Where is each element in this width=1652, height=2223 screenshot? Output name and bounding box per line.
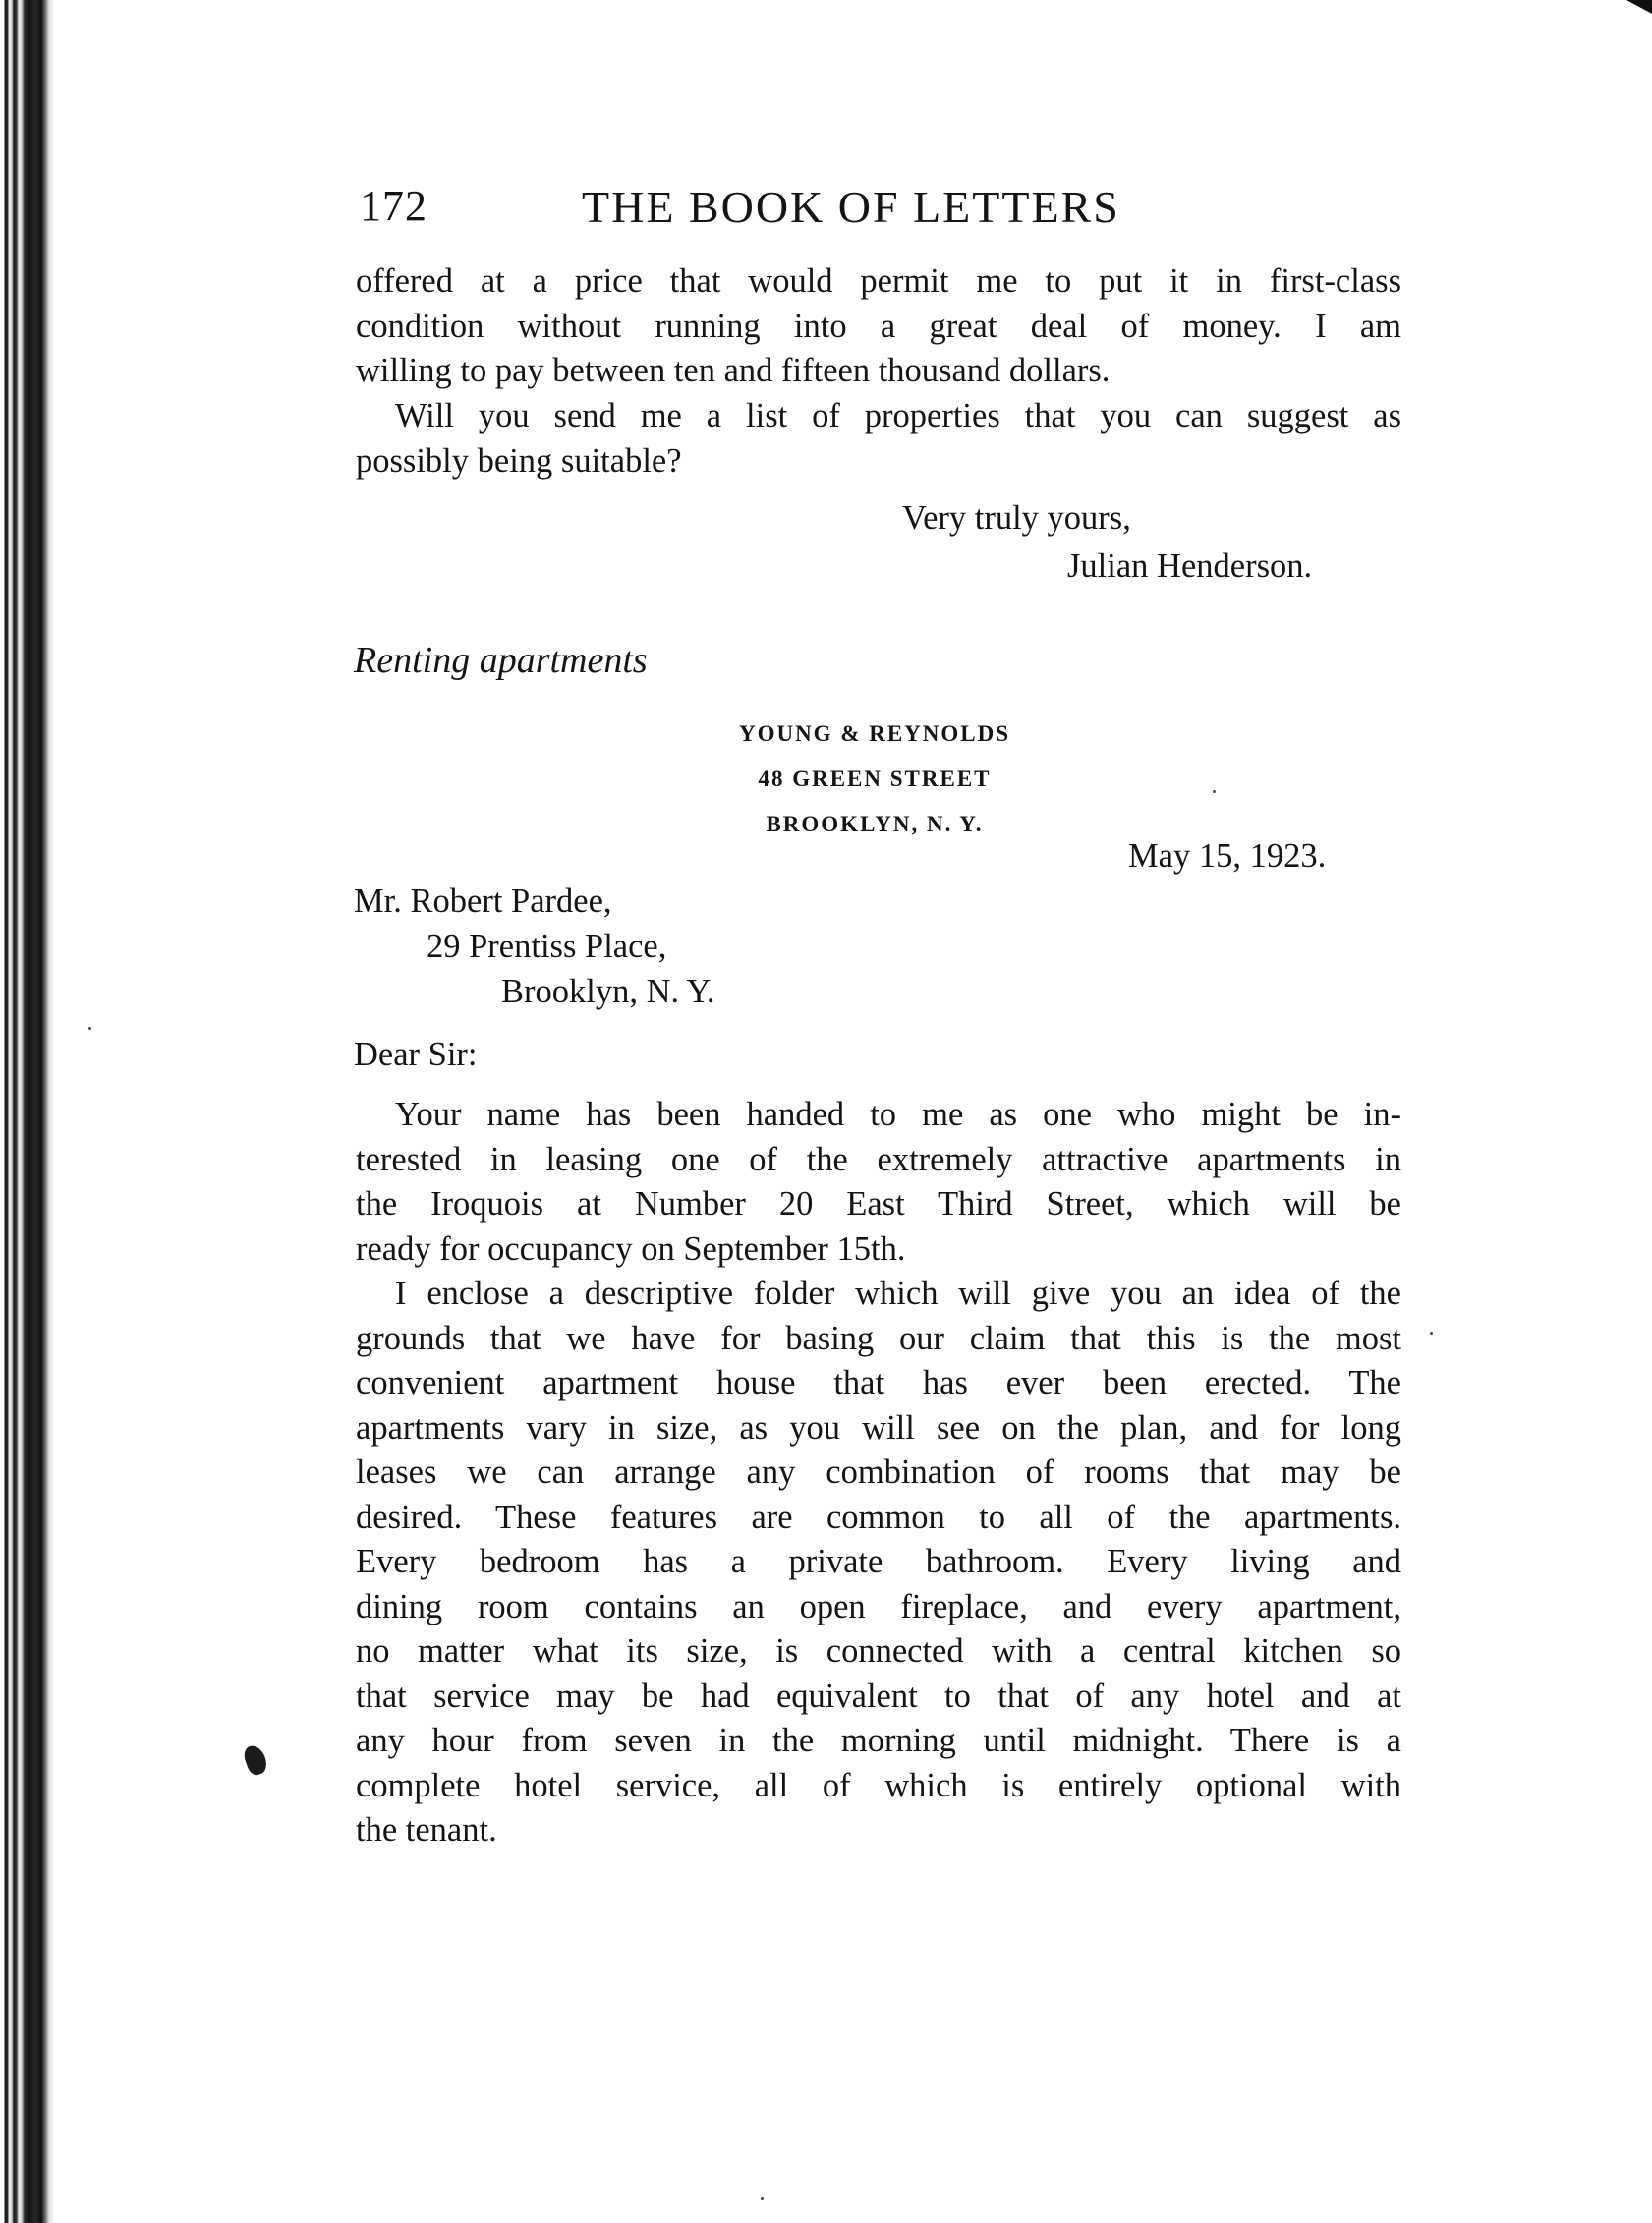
text-line: leases we can arrange any combination of rooms that may be <box>356 1454 1401 1491</box>
recipient-name: Mr. Robert Pardee, <box>354 883 612 920</box>
text-line: ready for occupancy on September 15th. <box>356 1229 906 1268</box>
text-line: no matter what its size, is connected with a central kitchen so <box>356 1632 1401 1670</box>
complimentary-close: Very truly yours, <box>902 499 1131 537</box>
letterhead <box>550 712 1199 847</box>
text-line: complete hotel service, all of which is entirely optional with <box>356 1766 1401 1804</box>
scan-speck <box>1430 1332 1433 1335</box>
page-number: 172 <box>360 182 427 230</box>
text-line: willing to pay between ten and fifteen thousand dollars. <box>356 352 1111 389</box>
section-heading: Renting apartments <box>354 640 648 681</box>
text-line: convenient apartment house that has ever been erected. The <box>356 1364 1401 1401</box>
previous-letter-paragraph-2 <box>356 394 1401 484</box>
text-line: grounds that we have for basing our claim that this is the most <box>356 1319 1401 1357</box>
text-line: I enclose a descriptive folder which will give you an idea of the <box>395 1275 1401 1312</box>
scan-corner-mark <box>1626 0 1652 14</box>
letterhead-street: 48 GREEN STREET <box>758 767 992 791</box>
text-line: that service may be had equivalent to that of any hotel and at <box>356 1677 1401 1715</box>
scan-speck <box>1213 790 1216 793</box>
book-title: THE BOOK OF LETTERS <box>582 182 1120 232</box>
body-paragraph-1 <box>356 1093 1401 1272</box>
letter-date: May 15, 1923. <box>1128 837 1327 875</box>
salutation: Dear Sir: <box>354 1036 478 1073</box>
text-line: apartments vary in size, as you will see on the plan, and for long <box>356 1408 1401 1447</box>
letterhead-city: BROOKLYN, N. Y. <box>766 812 984 836</box>
recipient-city: Brooklyn, N. Y. <box>501 973 715 1010</box>
text-line: any hour from seven in the morning until midnight. There is a <box>356 1722 1401 1759</box>
ink-blot <box>241 1742 269 1777</box>
text-line: condition without running into a great deal of money. I am <box>356 307 1401 345</box>
text-line: possibly being suitable? <box>356 441 682 480</box>
text-line: offered at a price that would permit me to put it in first-class <box>356 262 1401 300</box>
letterhead-firm: YOUNG & REYNOLDS <box>738 721 1011 746</box>
scan-speck <box>88 1027 91 1030</box>
book-binding-edge <box>0 0 61 2223</box>
text-line: Will you send me a list of properties that you can suggest as <box>395 397 1401 434</box>
text-line: the tenant. <box>356 1811 497 1849</box>
body-paragraph-2 <box>356 1272 1401 1853</box>
text-line: Every bedroom has a private bathroom. Every living and <box>356 1543 1401 1580</box>
recipient-street: 29 Prentiss Place, <box>427 928 667 965</box>
previous-letter-paragraph-1 <box>356 259 1401 394</box>
scan-speck <box>761 2197 764 2200</box>
running-head <box>360 181 1185 240</box>
signature: Julian Henderson. <box>1067 547 1313 585</box>
text-line: dining room contains an open fireplace, and every apartment, <box>356 1587 1401 1625</box>
text-line: the Iroquois at Number 20 East Third Street, which will be <box>356 1185 1401 1223</box>
text-line: Your name has been handed to me as one who might be in- <box>395 1096 1401 1133</box>
text-line: desired. These features are common to all of the apartments. <box>356 1498 1401 1536</box>
text-line: terested in leasing one of the extremely attractive apartments in <box>356 1140 1401 1178</box>
